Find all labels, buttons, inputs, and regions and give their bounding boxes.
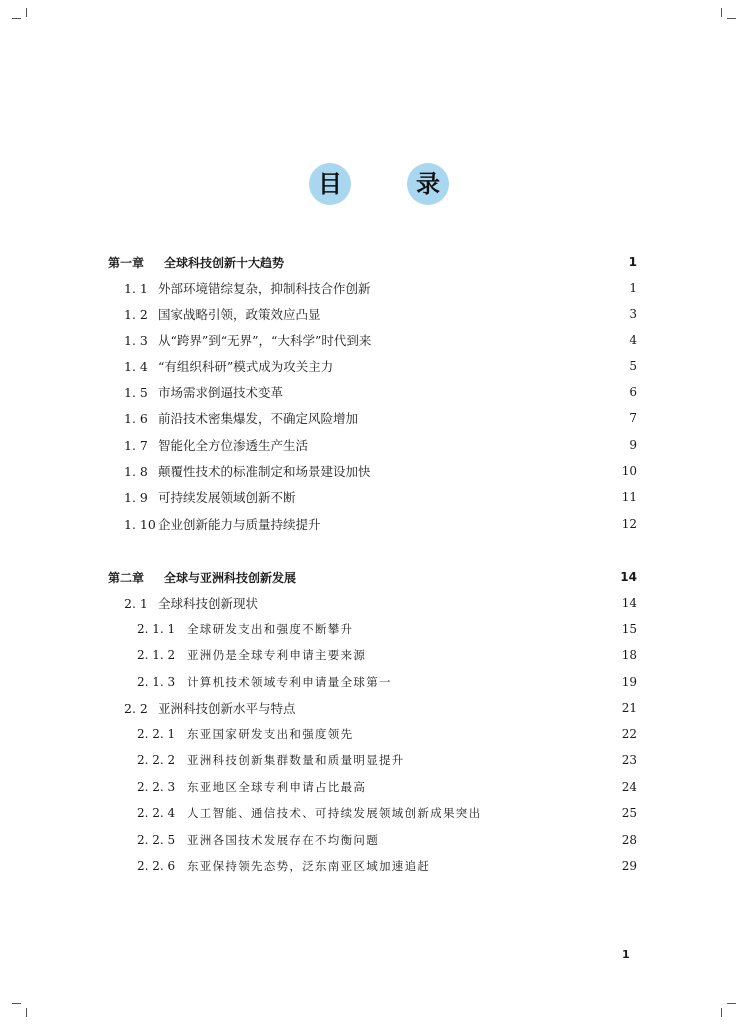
toc-section[interactable] — [124, 276, 637, 300]
toc-subsection[interactable] — [137, 801, 637, 825]
toc-entry-title: 从“跨界”到“无界”，“大科学”时代到来 — [158, 333, 372, 348]
toc-leader-dots — [372, 775, 616, 799]
toc-entry-title: “有组织科研”模式成为攻关主力 — [158, 359, 334, 374]
toc-chapter[interactable] — [108, 250, 637, 274]
toc-entry-title: 亚洲各国技术发展存在不均衡问题 — [187, 833, 379, 847]
toc-leader-dots — [302, 696, 616, 720]
toc-leader-dots — [289, 380, 623, 404]
toc-entry-page: 3 — [629, 307, 637, 321]
toc-entry-page: 14 — [621, 596, 637, 610]
toc-entry-page: 9 — [629, 438, 637, 452]
toc-entry-page: 19 — [621, 675, 637, 689]
toc-entry-page: 5 — [629, 359, 637, 373]
toc-entry-title: 亚洲仍是全球专利申请主要来源 — [187, 648, 367, 662]
toc-leader-dots — [377, 328, 623, 352]
toc-entry-title: 东亚保持领先态势，泛东南亚区域加速追赶 — [187, 859, 431, 873]
toc-entry-number: 1. 6 — [124, 410, 148, 426]
toc-entry-page: 4 — [629, 333, 637, 347]
toc-entry-page: 1 — [629, 281, 637, 295]
toc-entry-number: 1. 7 — [124, 437, 148, 453]
toc-leader-dots — [359, 722, 615, 746]
toc-subsection[interactable] — [137, 828, 637, 852]
toc-entry-number: 2. 2. 4 — [137, 806, 176, 820]
toc-entry-number: 2. 2. 5 — [137, 833, 176, 847]
toc-entry-number: 1. 3 — [124, 332, 148, 348]
toc-entry-number: 2. 2. 6 — [137, 859, 176, 873]
toc-section[interactable] — [124, 459, 637, 483]
toc-leader-dots — [398, 670, 616, 694]
toc-entry-title: 东亚地区全球专利申请占比最高 — [187, 780, 367, 794]
toc-leader-dots — [327, 302, 623, 326]
toc-entry-number: 1. 8 — [124, 463, 148, 479]
toc-entry-number: 第一章 — [108, 255, 145, 270]
toc-entry-title: 全球科技创新十大趋势 — [164, 255, 285, 270]
toc-entry-title: 外部环境错综复杂，抑制科技合作创新 — [158, 281, 371, 296]
toc-entry-page: 10 — [621, 464, 637, 478]
toc-entry-page: 28 — [621, 833, 637, 847]
toc-entry-number: 1. 1 — [124, 280, 148, 296]
toc-section[interactable] — [124, 512, 637, 536]
toc-entry-title: 计算机技术领域专利申请量全球第一 — [187, 675, 392, 689]
toc-entry-page: 7 — [629, 411, 637, 425]
toc-leader-dots — [364, 406, 623, 430]
toc-entry-title: 可持续发展领域创新不断 — [158, 490, 296, 505]
toc-entry-title: 市场需求倒逼技术变革 — [158, 385, 284, 400]
toc-leader-dots — [487, 801, 615, 825]
toc-subsection[interactable] — [137, 722, 637, 746]
toc-entry-title: 企业创新能力与质量持续提升 — [158, 517, 321, 532]
toc-subsection[interactable] — [137, 748, 637, 772]
toc-leader-dots — [327, 512, 616, 536]
toc-leader-dots — [290, 250, 623, 274]
toc-entry-title: 全球科技创新现状 — [158, 596, 259, 611]
toc-section[interactable] — [124, 485, 637, 509]
toc-entry-number: 2. 1. 3 — [137, 675, 176, 689]
toc-entry-number: 2. 2. 3 — [137, 780, 176, 794]
toc-leader-dots — [302, 485, 616, 509]
toc-section[interactable] — [124, 406, 637, 430]
title-char-lu: 录 — [407, 163, 449, 205]
toc-entry-title: 前沿技术密集爆发，不确定风险增加 — [158, 411, 359, 426]
toc-entry-page: 1 — [628, 255, 637, 269]
toc-section[interactable] — [124, 591, 637, 615]
toc-subsection[interactable] — [137, 617, 637, 641]
toc-entry-number: 1. 5 — [124, 384, 148, 400]
crop-mark-tl-v — [26, 8, 27, 17]
toc-entry-title: 东亚国家研发支出和强度领先 — [187, 727, 354, 741]
toc-leader-dots — [264, 591, 616, 615]
toc-entry-page: 24 — [621, 780, 637, 794]
toc-leader-dots — [385, 828, 616, 852]
toc-leader-dots — [436, 854, 616, 878]
toc-entry-page: 11 — [621, 490, 637, 504]
toc-entry-title: 颠覆性技术的标准制定和场景建设加快 — [158, 464, 371, 479]
toc-section[interactable] — [124, 433, 637, 457]
toc-leader-dots — [372, 643, 616, 667]
toc-entry-title: 全球研发支出和强度不断攀升 — [187, 622, 354, 636]
toc-section[interactable] — [124, 302, 637, 326]
toc-leader-dots — [314, 433, 623, 457]
toc-leader-dots — [377, 276, 623, 300]
crop-mark-bl-v — [26, 1008, 27, 1017]
page-number: 1 — [622, 948, 630, 961]
toc-entry-title: 国家战略引领，政策效应凸显 — [158, 307, 321, 322]
toc-entry-number: 1. 9 — [124, 489, 148, 505]
toc-leader-dots — [359, 617, 615, 641]
toc-entry-page: 18 — [621, 648, 637, 662]
toc-entry-title: 全球与亚洲科技创新发展 — [164, 570, 297, 585]
toc-entry-title: 亚洲科技创新集群数量和质量明显提升 — [187, 753, 405, 767]
toc-leader-dots — [302, 565, 614, 589]
crop-mark-tl-h — [12, 18, 21, 19]
toc-entry-page: 12 — [621, 517, 637, 531]
toc-entry-number: 第二章 — [108, 570, 145, 585]
toc-subsection[interactable] — [137, 775, 637, 799]
toc-entry-number: 2. 1 — [124, 595, 148, 611]
toc-entry-page: 14 — [620, 570, 637, 584]
toc-chapter[interactable] — [108, 565, 637, 589]
crop-mark-tr-h — [727, 18, 736, 19]
toc-entry-page: 22 — [621, 727, 637, 741]
toc-subsection[interactable] — [137, 854, 637, 878]
toc-entry-number: 2. 2. 1 — [137, 727, 176, 741]
crop-mark-tr-v — [721, 8, 722, 17]
toc-section[interactable] — [124, 328, 637, 352]
toc-entry-page: 23 — [621, 753, 637, 767]
toc-leader-dots — [339, 354, 623, 378]
crop-mark-bl-h — [12, 1003, 21, 1004]
toc-entry-number: 1. 4 — [124, 358, 148, 374]
title-char-mu: 目 — [309, 163, 351, 205]
toc-entry-title: 亚洲科技创新水平与特点 — [158, 701, 296, 716]
toc-entry-page: 15 — [621, 622, 637, 636]
toc-entry-number: 1. 2 — [124, 306, 148, 322]
crop-mark-br-v — [721, 1008, 722, 1017]
toc-entry-number: 2. 1. 1 — [137, 622, 176, 636]
toc-subsection[interactable] — [137, 670, 637, 694]
toc-leader-dots — [377, 459, 616, 483]
toc-entry-number: 2. 2. 2 — [137, 753, 176, 767]
toc-leader-dots — [411, 748, 616, 772]
toc-section[interactable] — [124, 354, 637, 378]
toc-entry-number: 1. 10 — [124, 516, 156, 532]
toc-entry-number: 2. 1. 2 — [137, 648, 176, 662]
toc-title — [0, 163, 748, 207]
toc-entry-page: 21 — [621, 701, 637, 715]
toc-section[interactable] — [124, 380, 637, 404]
toc-entry-number: 2. 2 — [124, 700, 148, 716]
toc-entry-page: 29 — [621, 859, 637, 873]
crop-mark-br-h — [727, 1003, 736, 1004]
toc-entry-page: 6 — [629, 385, 637, 399]
toc-entry-page: 25 — [621, 806, 637, 820]
toc-entry-title: 智能化全方位渗透生产生活 — [158, 438, 309, 453]
toc-entry-title: 人工智能、通信技术、可持续发展领域创新成果突出 — [187, 806, 482, 820]
toc-subsection[interactable] — [137, 643, 637, 667]
toc-section[interactable] — [124, 696, 637, 720]
